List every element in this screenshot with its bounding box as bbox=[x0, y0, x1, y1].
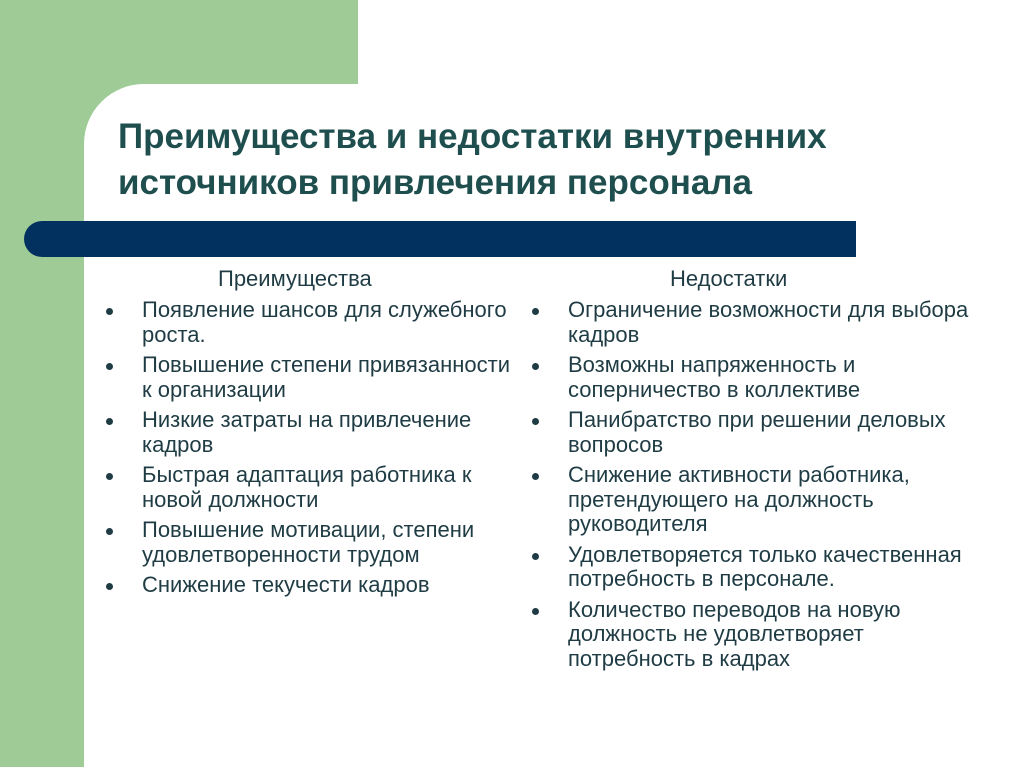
list-item bbox=[104, 408, 514, 457]
list-item bbox=[104, 298, 514, 347]
list-item bbox=[530, 408, 970, 457]
bullet-icon bbox=[532, 418, 539, 425]
list-item bbox=[530, 463, 970, 537]
list-item-text: Ограничение возможности для выбора кадров bbox=[568, 297, 969, 347]
list-item-text: Снижение текучести кадров bbox=[142, 572, 430, 597]
list-item-text: Количество переводов на новую должность не удовлетворяет потребность в кадрах bbox=[568, 596, 901, 671]
bullet-icon bbox=[532, 473, 539, 480]
title-underline-bar bbox=[24, 221, 856, 257]
decorative-green-strip bbox=[0, 0, 84, 767]
bullet-icon bbox=[532, 553, 539, 560]
list-item-text: Появление шансов для служебного роста. bbox=[142, 297, 507, 347]
bullet-icon bbox=[106, 583, 113, 590]
list-item-text: Удовлетворяется только качественная потребность в персонале. bbox=[568, 541, 962, 591]
list-item bbox=[530, 353, 970, 402]
list-item-text: Низкие затраты на привлечение кадров bbox=[142, 407, 472, 457]
list-item bbox=[530, 543, 970, 592]
slide-title-line-2: источников привлечения персонала bbox=[118, 163, 752, 202]
disadvantages-column bbox=[530, 266, 970, 677]
bullet-icon bbox=[106, 363, 113, 370]
list-item bbox=[104, 353, 514, 402]
bullet-icon bbox=[532, 608, 539, 615]
list-item-text: Повышение степени привязанности к организации bbox=[142, 352, 510, 402]
list-item-text: Снижение активности работника, претендующего на должность руководителя bbox=[568, 462, 910, 536]
bullet-icon bbox=[106, 308, 113, 315]
slide-title-line-1: Преимущества и недостатки внутренних bbox=[118, 117, 827, 156]
advantages-column bbox=[104, 266, 514, 604]
disadvantages-heading: Недостатки bbox=[670, 266, 788, 291]
list-item bbox=[104, 463, 514, 512]
advantages-list bbox=[104, 298, 514, 598]
list-item bbox=[104, 518, 514, 567]
list-item bbox=[530, 598, 970, 672]
bullet-icon bbox=[532, 363, 539, 370]
bullet-icon bbox=[106, 473, 113, 480]
list-item-text: Панибратство при решении деловых вопросов bbox=[568, 407, 946, 457]
disadvantages-list bbox=[530, 298, 970, 671]
list-item-text: Возможны напряженность и соперничество в коллективе bbox=[568, 352, 861, 402]
bullet-icon bbox=[532, 308, 539, 315]
slide-title bbox=[118, 114, 998, 206]
list-item-text: Повышение мотивации, степени удовлетворенности трудом bbox=[142, 517, 475, 567]
list-item bbox=[104, 573, 514, 598]
bullet-icon bbox=[106, 418, 113, 425]
list-item-text: Быстрая адаптация работника к новой должности bbox=[142, 462, 472, 512]
advantages-heading: Преимущества bbox=[218, 266, 372, 291]
bullet-icon bbox=[106, 528, 113, 535]
list-item bbox=[530, 298, 970, 347]
